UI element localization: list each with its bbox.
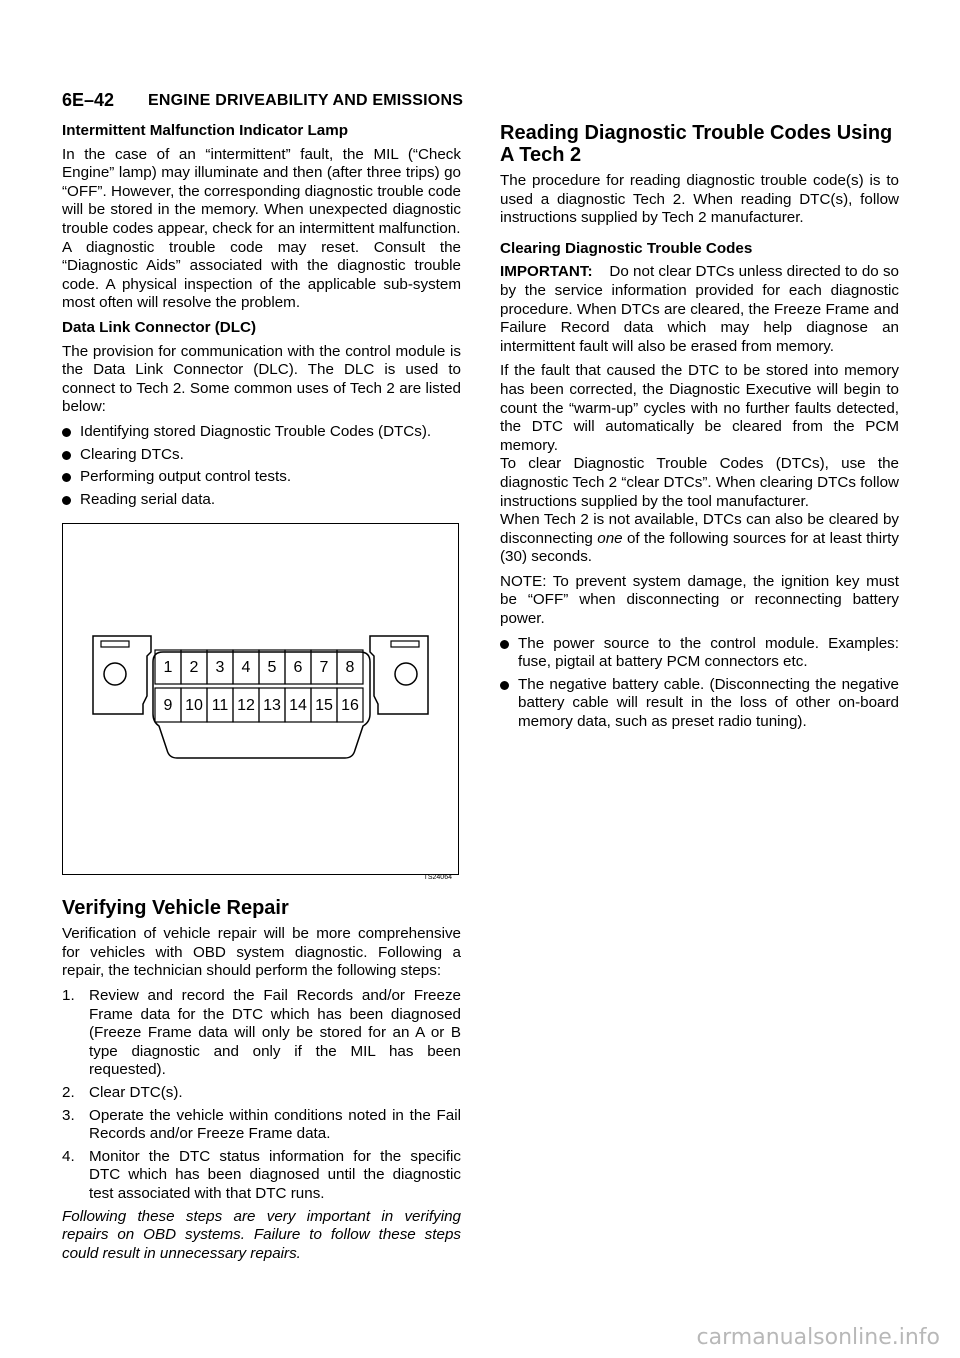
clear-paragraph-2: To clear Diagnostic Trouble Codes (DTCs), use the diagnostic Tech 2 “clear DTCs”. When clearing DTCs follow instructions supplied by the tool manufacturer. [500,455,899,510]
clear-dtc-heading: Clearing Diagnostic Trouble Codes [500,239,753,257]
pin-label: 6 [293,659,303,677]
list-item: 3. Operate the vehicle within conditions noted in the Fail Records and/or Freeze Frame data. [62,1106,461,1143]
list-item: Performing output control tests. [62,468,461,487]
bullet-icon [500,680,510,690]
dlc-connector-diagram [63,524,458,874]
dlc-heading: Data Link Connector (DLC) [62,318,257,336]
dlc-connector-figure [62,523,459,881]
clear-paragraph-3: When Tech 2 is not available, DTCs can also be cleared by disconnecting one of the following sources for at least thirty (30) seconds. [500,511,899,566]
verify-heading: Verifying Vehicle Repair [62,897,289,920]
list-item: Identifying stored Diagnostic Trouble Codes (DTCs). [62,423,461,442]
list-item: 4. Monitor the DTC status information for the specific DTC which has been diagnosed until the diagnostic test associated with that DTC runs. [62,1147,461,1202]
dlc-bullet-list [62,423,461,509]
bullet-icon [62,427,72,437]
bullet-icon [62,450,72,460]
figure-code: TS24064 [423,873,452,881]
pin-label: 14 [289,697,307,715]
read-dtc-paragraph: The procedure for reading diagnostic trouble code(s) is to used a diagnostic Tech 2. When reading DTC(s), follow instructions supplied by Tech 2 manufacturer. [500,172,899,227]
pin-label: 3 [215,659,225,677]
mil-heading: Intermittent Malfunction Indicator Lamp [62,122,349,139]
pin-label: 8 [345,659,355,677]
watermark: carmanualsonline.info [696,1325,940,1350]
list-item: Clearing DTCs. [62,446,461,465]
bullet-icon [62,495,72,505]
pin-label: 13 [263,697,281,715]
important-paragraph: IMPORTANT: Do not clear DTCs unless directed to do so by the service information provided for each diagnostic procedure. When DTCs are cleared, the Freeze Frame and Failure Record data which may help diagnose an intermittent fault will also be erased from memory. [500,263,899,355]
verify-note: Following these steps are very important in verifying repairs on OBD systems. Failure to follow these steps could result in unnecessary repairs. [62,1207,461,1262]
note-paragraph: NOTE: To prevent system damage, the ignition key must be “OFF” when disconnecting or reconnecting battery power. [500,572,899,628]
pin-label: 9 [163,697,173,715]
left-column [62,122,461,1269]
verify-steps-list [62,987,461,1204]
pin-label: 4 [241,659,251,677]
mil-paragraph-2: A diagnostic trouble code may reset. Consult the “Diagnostic Aids” associated with the diagnostic trouble code. A physical inspection of the applicable sub-system most often will resolve the problem. [62,238,461,312]
read-dtc-heading: Reading Diagnostic Trouble Codes Using A Tech 2 [500,122,893,166]
verify-paragraph: Verification of vehicle repair will be more comprehensive for vehicles with OBD system diagnostic. Following a repair, the technician should perform the following steps: [62,925,461,980]
pin-label: 2 [189,659,199,677]
pin-label: 15 [315,697,333,715]
pin-label: 10 [185,697,203,715]
list-item: Reading serial data. [62,491,461,510]
list-item: 2. Clear DTC(s). [62,1084,183,1102]
clear-paragraph-1: If the fault that caused the DTC to be stored into memory has been corrected, the Diagnostic Executive will begin to count the “warm-up” cycles with no further faults detected, the DTC will automatically be cleared from the PCM memory. [500,362,899,454]
list-item: The power source to the control module. Examples: fuse, pigtail at battery PCM connectors etc. [500,635,899,672]
bullet-icon [62,472,72,482]
page-title: ENGINE DRIVEABILITY AND EMISSIONS [148,92,464,109]
important-label: IMPORTANT: [500,263,593,281]
pin-label: 1 [163,659,173,677]
list-item: The negative battery cable. (Disconnecting the negative battery cable will result in the loss of other on-board memory data, such as preset radio tuning). [500,676,899,732]
pin-label: 7 [319,659,329,677]
dlc-paragraph: The provision for communication with the control module is the Data Link Connector (DLC). The DLC is used to connect to Tech 2. Some common uses of Tech 2 are listed below: [62,342,461,416]
mil-paragraph-1: In the case of an “intermittent” fault, the MIL (“Check Engine” lamp) may illuminate and then (after three trips) go “OFF”. However, the corresponding diagnostic trouble code will be stored in the memory. When unexpected diagnostic trouble codes appear, check for an intermittent malfunction. [62,145,461,237]
right-column [500,122,899,738]
page-number: 6E–42 [62,90,115,110]
pin-label: 16 [341,697,359,715]
pin-label: 11 [211,697,229,715]
list-item: 1. Review and record the Fail Records and/or Freeze Frame data for the DTC which has been diagnosed (Freeze Frame data will only be stored for an A or B type diagnostic and only if the MIL has been requested). [62,987,461,1079]
bullet-icon [500,639,510,649]
page-header [62,88,942,114]
pin-label: 12 [237,697,255,715]
clear-sources-list [500,635,899,732]
pin-label: 5 [267,659,277,677]
